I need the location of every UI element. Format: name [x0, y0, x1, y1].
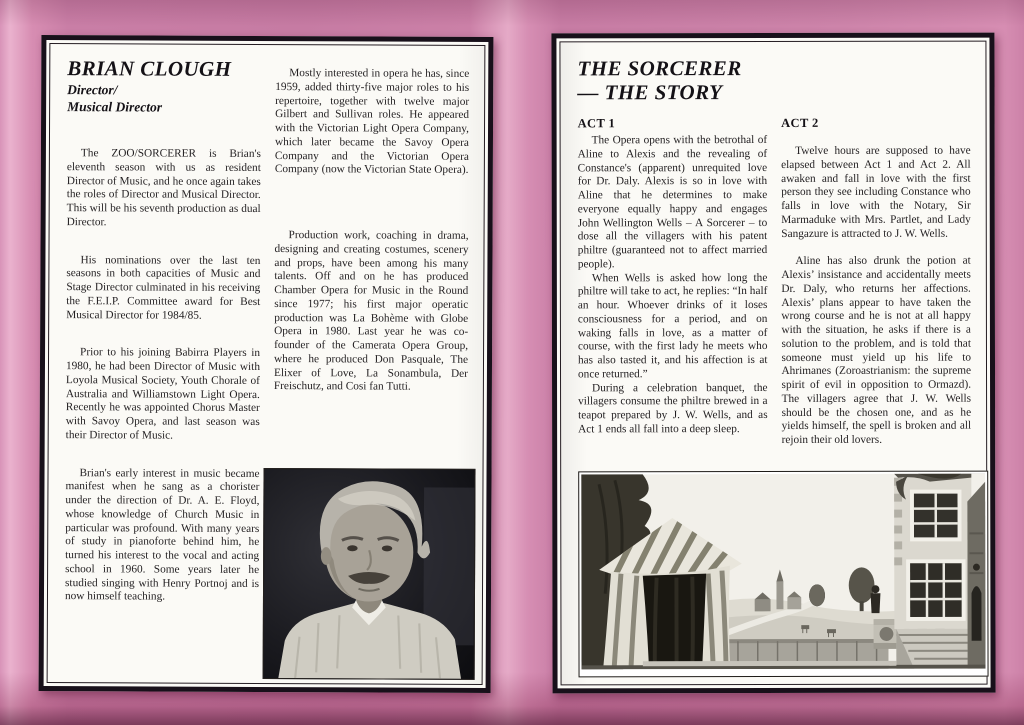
- subtitle-line-2: Musical Director: [67, 98, 163, 115]
- paragraph: Production work, coaching in drama, designing and creating costumes, scenery and props, have been among his many talents. Off and on he has produced Chamber Opera for Music in the Round since 1977; his first major operatic production was La Bohème with Globe Opera in 1980. Last year he was co-founder of the Camerata Opera Group, where he produced Don Pasquale, The Elixer of Love, La Sonambula, Der Freischutz, and Cosi fan Tutti.: [273, 229, 469, 393]
- left-page-inner-frame: [47, 43, 486, 685]
- paragraph: Brian's early interest in music became manifest when he sang as a chorister under the direction of Dr. A. E. Floyd, whose knowledge of Church Music in particular was profound. With many years of study in pianoforte behind him, he turned his interest to the vocal and acting school in 1960. Some years later he studied singing with Henry Portnoj and is now himself teaching.: [64, 466, 260, 603]
- act1-column: [578, 106, 768, 508]
- page-subtitle: [67, 82, 261, 116]
- paragraph: Mostly interested in opera he has, since 1959, added thirty-five major roles to his repertoire, together with twelve major Gilbert and Sullivan roles. He appeared with the Victorian Light Opera Company, which later became the Savoy Opera Company and the Victorian Opera Company (now the Victorian State Opera).: [274, 67, 470, 177]
- act1-heading: ACT 1: [577, 116, 616, 131]
- paragraph: Prior to his joining Babirra Players in 1980, he had been Director of Music with Loyola Musical Society, Youth Chorale of Australia and Williamstown Light Opera. Recently he was appointed Chorus Master with Savoy Opera, and last season was their Director of Music.: [65, 346, 261, 442]
- right-page-content: [560, 42, 986, 509]
- act2-heading: ACT 2: [781, 115, 819, 130]
- stage-set-photo: [578, 471, 988, 678]
- act-columns: [578, 106, 972, 509]
- left-page-column-1: [65, 56, 261, 605]
- page-title: BRIAN CLOUGH: [67, 56, 232, 81]
- story-title: [577, 56, 970, 105]
- paragraph: The ZOO/SORCERER is Brian's eleventh season with us as resident Director of Music, and he once again takes the roles of Director and Musical Director. This will be his seventh production as dual Director.: [66, 147, 261, 229]
- story-title-line-1: THE SORCERER: [577, 56, 742, 81]
- paragraph: Aline has also drunk the potion at Alexis’ insistance and accidentally meets Dr. Daly, who returns her affections. Alexis’ plans appear to have taken the wrong course and he is not at all happy with the situation, he asks if there is a solution to the problem, and is told that someone must yield up his life to Ahrimanes (Zoroastrianism: the supreme spirit of evil in opposition to Ormazd). The villagers agree that J. W. Wells should be the chosen one, and as he yields himself, the spell is broken and all rejoin their old lovers.: [781, 254, 972, 446]
- act2-column: [781, 106, 971, 508]
- stage-set-illustration: [581, 474, 985, 670]
- brian-clough-photo: [263, 468, 476, 680]
- paragraph: The Opera opens with the betrothal of Aline to Alexis and the revealing of Constance's (apparent) unrequited love for Dr. Daly. Alexis is so in love with Aline that he determines to make everyone equally happy and engages John Wellington Wells – A Sorcerer – to dose all the villagers with his patent philtre (guaranteed not to affect married people).: [577, 134, 768, 271]
- right-page: [551, 33, 995, 694]
- portrait-photo-illustration: [264, 469, 475, 679]
- left-page: [39, 35, 494, 693]
- paragraph: Twelve hours are supposed to have elapsed between Act 1 and Act 2. All awaken and fall in love with the first person they see including Constance who falls in love with the Notary, Sir Marmaduke with Mrs. Partlet, and Lady Sangazure is attracted to J. W. Wells.: [781, 144, 971, 240]
- paragraph: When Wells is asked how long the philtre will take to act, he replies: “In half an hour. Whoever drinks of it loses consciousness for a period, and on waking falls in love, as a matter of course, with the first lady he meets who has also tasted it, and his affection is at once returned.”: [577, 271, 768, 381]
- story-title-line-2: — THE STORY: [577, 80, 723, 105]
- right-page-inner-frame: [559, 41, 987, 686]
- subtitle-line-1: Director/: [67, 82, 118, 98]
- paragraph: During a celebration banquet, the villagers consume the philtre brewed in a teapot prepared by J. W. Wells, and as Act 1 ends all fall into a deep sleep.: [578, 381, 768, 436]
- paragraph: His nominations over the last ten seasons in both capacities of Music and Stage Director culminated in his receiving the F.E.I.P. Committee award for Best Musical Director for 1984/85.: [66, 253, 261, 322]
